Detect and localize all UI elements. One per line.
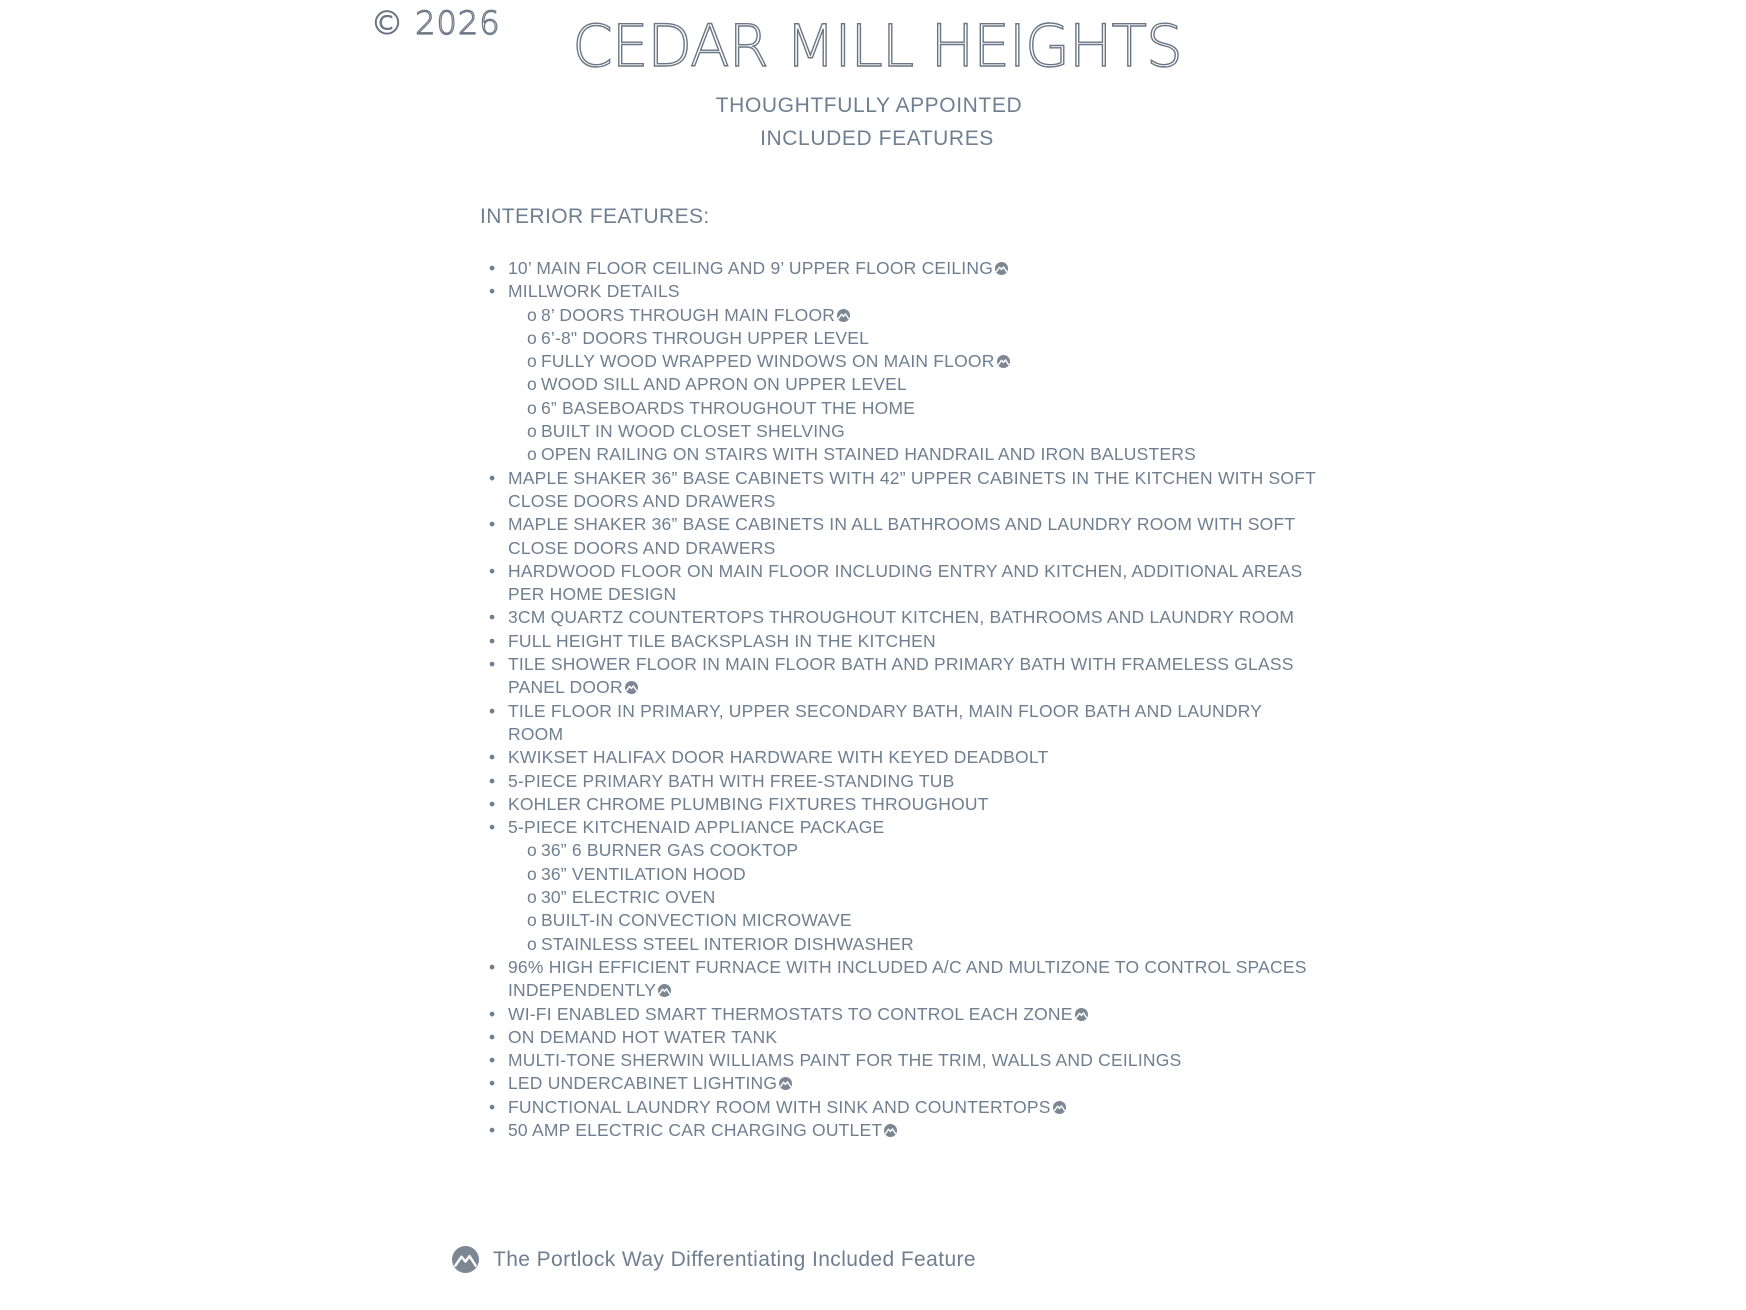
sub-marker: o [527,840,537,861]
mountain-badge-icon [837,309,850,322]
feature-text: KWIKSET HALIFAX DOOR HARDWARE WITH KEYED DEADBOLT [508,747,1049,768]
feature-subitem [527,863,1319,886]
feature-subitem-text: BUILT IN WOOD CLOSET SHELVING [540,421,845,442]
feature-item [489,770,1319,793]
feature-text: 5-PIECE KITCHENAID APPLIANCE PACKAGE [508,817,885,838]
sub-marker: o [527,351,537,372]
feature-subitem [527,373,1319,396]
feature-text: WI-FI ENABLED SMART THERMOSTATS TO CONTROL EACH ZONE [508,1003,1073,1024]
sub-marker: o [527,887,537,908]
page-title: CEDAR MILL HEIGHTS [572,12,1182,80]
feature-text: MILLWORK DETAILS [508,281,680,302]
feature-subitem-text: 6” BASEBOARDS THROUGHOUT THE HOME [540,397,916,418]
feature-subitem [527,327,1319,350]
sub-marker: o [527,374,537,395]
feature-subitem [527,350,1319,373]
feature-subitem [527,304,1319,327]
sub-marker: o [527,304,537,325]
feature-text: 10’ MAIN FLOOR CEILING AND 9’ UPPER FLOOR CEILING [508,258,994,278]
feature-text: FUNCTIONAL LAUNDRY ROOM WITH SINK AND COUNTERTOPS [508,1096,1051,1117]
feature-text: MAPLE SHAKER 36” BASE CABINETS WITH 42” UPPER CABINETS IN THE KITCHEN WITH SOFT CLOSE DOORS AND DRAWERS [508,467,1316,511]
feature-subitem-text: 36” VENTILATION HOOD [540,863,746,884]
mountain-badge-icon [452,1246,479,1273]
mountain-badge-icon [1075,1008,1088,1021]
feature-item [489,280,1319,466]
feature-item [489,700,1319,747]
sub-marker: o [527,863,537,884]
feature-item [489,1119,1319,1142]
feature-item [489,1072,1319,1095]
sub-marker: o [527,910,537,931]
feature-subitem [527,886,1319,909]
feature-text: MAPLE SHAKER 36” BASE CABINETS IN ALL BATHROOMS AND LAUNDRY ROOM WITH SOFT CLOSE DOORS AND DRAWERS [508,514,1295,558]
feature-subitem [527,420,1319,443]
feature-text: MULTI-TONE SHERWIN WILLIAMS PAINT FOR THE TRIM, WALLS AND CEILINGS [508,1050,1182,1071]
subtitle-line-1: THOUGHTFULLY APPOINTED [715,94,1023,117]
mountain-badge-icon [658,984,671,997]
feature-sublist [508,839,1319,955]
feature-item [489,816,1319,956]
feature-item [489,560,1319,607]
feature-subitem [527,839,1319,862]
feature-subitem-text: BUILT-IN CONVECTION MICROWAVE [540,910,852,931]
feature-text: TILE FLOOR IN PRIMARY, UPPER SECONDARY BATH, MAIN FLOOR BATH AND LAUNDRY ROOM [508,700,1262,744]
feature-item [489,1096,1319,1119]
feature-subitem [527,909,1319,932]
sub-marker: o [527,421,537,442]
feature-sublist [508,304,1319,467]
feature-item [489,956,1319,1003]
feature-text: FULL HEIGHT TILE BACKSPLASH IN THE KITCHEN [508,630,936,651]
feature-text: 50 AMP ELECTRIC CAR CHARGING OUTLET [508,1119,883,1140]
feature-text: 3CM QUARTZ COUNTERTOPS THROUGHOUT KITCHEN, BATHROOMS AND LAUNDRY ROOM [508,607,1295,628]
mountain-badge-icon [995,262,1008,275]
feature-item [489,513,1319,560]
feature-subitem-text: 36” 6 BURNER GAS COOKTOP [540,840,799,861]
feature-subitem-text: FULLY WOOD WRAPPED WINDOWS ON MAIN FLOOR [540,351,995,372]
mountain-badge-icon [1053,1101,1066,1114]
feature-item [489,1026,1319,1049]
feature-text: KOHLER CHROME PLUMBING FIXTURES THROUGHOUT [508,793,989,814]
feature-text: TILE SHOWER FLOOR IN MAIN FLOOR BATH AND PRIMARY BATH WITH FRAMELESS GLASS PANEL DOOR [508,654,1294,698]
feature-item [489,606,1319,629]
mountain-badge-icon [625,681,638,694]
feature-item [489,793,1319,816]
feature-text: 5-PIECE PRIMARY BATH WITH FREE-STANDING TUB [508,770,955,791]
feature-item [489,746,1319,769]
sub-marker: o [527,397,537,418]
feature-item [489,630,1319,653]
feature-subitem [527,933,1319,956]
subtitle-line-2: INCLUDED FEATURES [760,127,994,150]
feature-subitem-text: STAINLESS STEEL INTERIOR DISHWASHER [540,933,914,954]
feature-text: 96% HIGH EFFICIENT FURNACE WITH INCLUDED A/C AND MULTIZONE TO CONTROL SPACES INDEPENDENTLY [508,956,1307,1001]
legend [452,1246,976,1273]
feature-item [489,1003,1319,1026]
feature-subitem-text: OPEN RAILING ON STAIRS WITH STAINED HANDRAIL AND IRON BALUSTERS [540,444,1196,465]
feature-item [489,257,1319,280]
feature-subitem-text: 6’-8" DOORS THROUGH UPPER LEVEL [540,327,870,348]
sub-marker: o [527,933,537,954]
feature-item [489,653,1319,700]
feature-subitem-text: 8’ DOORS THROUGH MAIN FLOOR [540,304,836,325]
mountain-badge-icon [779,1077,792,1090]
mountain-badge-icon [997,355,1010,368]
feature-text: ON DEMAND HOT WATER TANK [508,1026,778,1047]
feature-item [489,1049,1319,1072]
feature-text: HARDWOOD FLOOR ON MAIN FLOOR INCLUDING ENTRY AND KITCHEN, ADDITIONAL AREAS PER HOME DESIGN [508,560,1303,605]
feature-subitem-text: WOOD SILL AND APRON ON UPPER LEVEL [540,374,907,395]
feature-subitem [527,397,1319,420]
section-heading: INTERIOR FEATURES: [480,205,710,228]
feature-text: LED UNDERCABINET LIGHTING [508,1073,778,1094]
copyright-mark: © 2026 [371,4,501,42]
feature-item [489,467,1319,514]
features-list [489,257,1319,1142]
feature-subitem-text: 30” ELECTRIC OVEN [540,887,716,908]
sub-marker: o [527,444,537,465]
feature-subitem [527,443,1319,466]
sub-marker: o [527,327,537,348]
mountain-badge-icon [884,1124,897,1137]
legend-text: The Portlock Way Differentiating Included Feature [493,1247,976,1271]
